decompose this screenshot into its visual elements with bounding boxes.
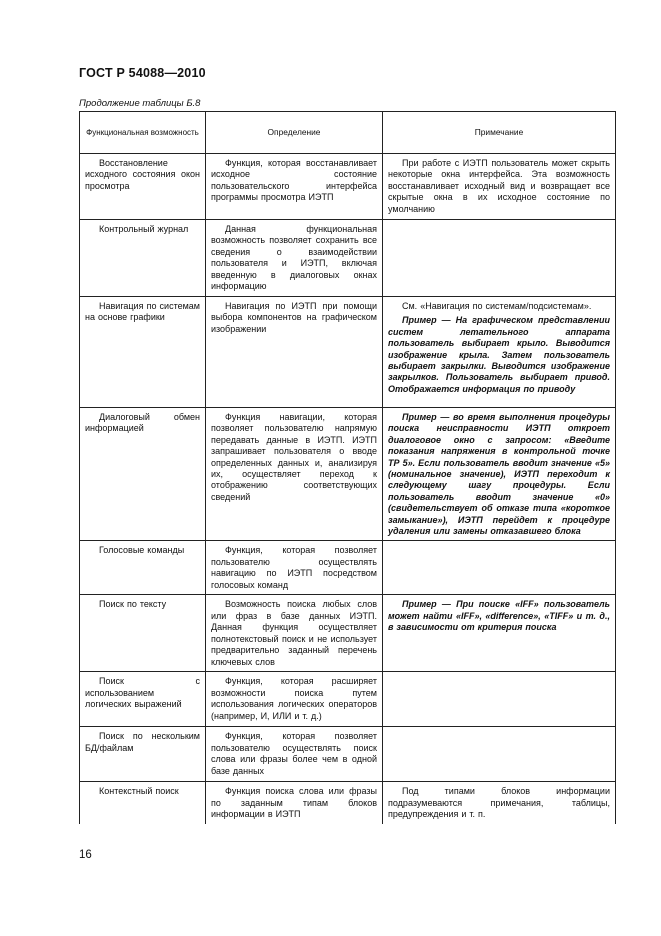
definition-cell: Функция навигации, которая позволяет пользователю напрямую передавать данные в ИЭТП. ИЭТП запрашивает пользователя о вводе определенных данных и, анализируя их, осуществляет переход к отображению соответствующих сведений [206,408,383,541]
note-cell [383,782,616,824]
note-cell [383,297,616,408]
note-cell [383,220,616,297]
note-text: См. «Навигация по системам/подсистемам». [402,301,592,311]
definition-cell: Функция, которая восстанавливает исходное состояние пользовательского интерфейса программы просмотра ИЭТП [206,154,383,220]
note-cell [383,541,616,595]
example-text: Пример — На графическом представлении систем летательного аппарата пользователь выбирает крыло. Выводится изображение крыла. Затем пользователь выбирает закрылки. Выводится изображение закрылков. Пользователь выбирает привод. Отображается информация по приводу [388,315,610,394]
column-header-feature: Функциональная возможность [80,112,206,154]
definition-cell: Функция поиска слова или фразы по заданным типам блоков информации в ИЭТП [206,782,383,824]
definition-cell: Функция, которая позволяет пользователю осуществлять поиск слова или фразы более чем в одной базе данных [206,727,383,782]
feature-cell: Поиск по нескольким БД/файлам [80,727,206,782]
feature-cell: Диалоговый обмен информацией [80,408,206,541]
feature-cell: Голосовые команды [80,541,206,595]
note-cell [383,727,616,782]
table-row [80,541,616,595]
table-row [80,297,616,408]
definition-cell: Функция, которая расширяет возможности поиска путем использования логических операторов (например, И, ИЛИ и т. д.) [206,672,383,727]
table-row [80,408,616,541]
definition-cell: Функция, которая позволяет пользователю осуществлять навигацию по ИЭТП посредством голосовых команд [206,541,383,595]
example-text: Пример — во время выполнения процедуры поиска неисправности ИЭТП откроет диалоговое окно с запросом: «Введите показания напряжения в контрольной точке ТР 5». Если пользователь вводит значение «5» (номинальное значение), ИЭТП переходит к следующему шагу процедуры. Если пользователь вводит значение «0» (свидетельствует об отказе типа «короткое замыкание»), ИЭТП перейдет к процедуре удаления или замены отказавшего блока [388,412,610,537]
note-cell [383,595,616,672]
page-number: 16 [79,849,92,861]
feature-cell: Контрольный журнал [80,220,206,297]
definition-cell: Данная функциональная возможность позволяет сохранить все сведения о взаимодействии пользователя и ИЭТП, включая введенную в диалоговых окнах информацию [206,220,383,297]
feature-cell: Контекстный поиск [80,782,206,824]
feature-cell: Поиск с использованием логических выражений [80,672,206,727]
feature-cell: Поиск по тексту [80,595,206,672]
table-row [80,595,616,672]
table-row [80,727,616,782]
column-header-definition: Определение [206,112,383,154]
table-caption: Продолжение таблицы Б.8 [79,98,201,109]
table-row [80,220,616,297]
document-header: ГОСТ Р 54088—2010 [79,66,206,80]
note-text: Под типами блоков информации подразумеваются примечания, таблицы, предупреждения и т. п. [388,786,610,820]
column-header-note: Примечание [383,112,616,154]
note-cell [383,154,616,220]
example-text: Пример — При поиске «IFF» пользователь может найти «IFF», «difference», «TIFF» и т. д., в зависимости от критерия поиска [388,599,610,633]
features-table [79,111,616,824]
definition-cell: Навигация по ИЭТП при помощи выбора компонентов на графическом изображении [206,297,383,408]
note-cell [383,408,616,541]
table-row [80,672,616,727]
table-row [80,154,616,220]
feature-cell: Навигация по системам на основе графики [80,297,206,408]
note-cell [383,672,616,727]
table-header-row [80,112,616,154]
definition-cell: Возможность поиска любых слов или фраз в базе данных ИЭТП. Данная функция осуществляет полнотекстовый поиск и не использует предварительно заданный перечень ключевых слов [206,595,383,672]
table-row [80,782,616,824]
feature-cell: Восстановление исходного состояния окон просмотра [80,154,206,220]
note-text: При работе с ИЭТП пользователь может скрыть некоторые окна интерфейса. Эта возможность восстанавливает исходный вид и возвращает все скрытые окна в их исходное состояние по умолчанию [388,158,610,214]
